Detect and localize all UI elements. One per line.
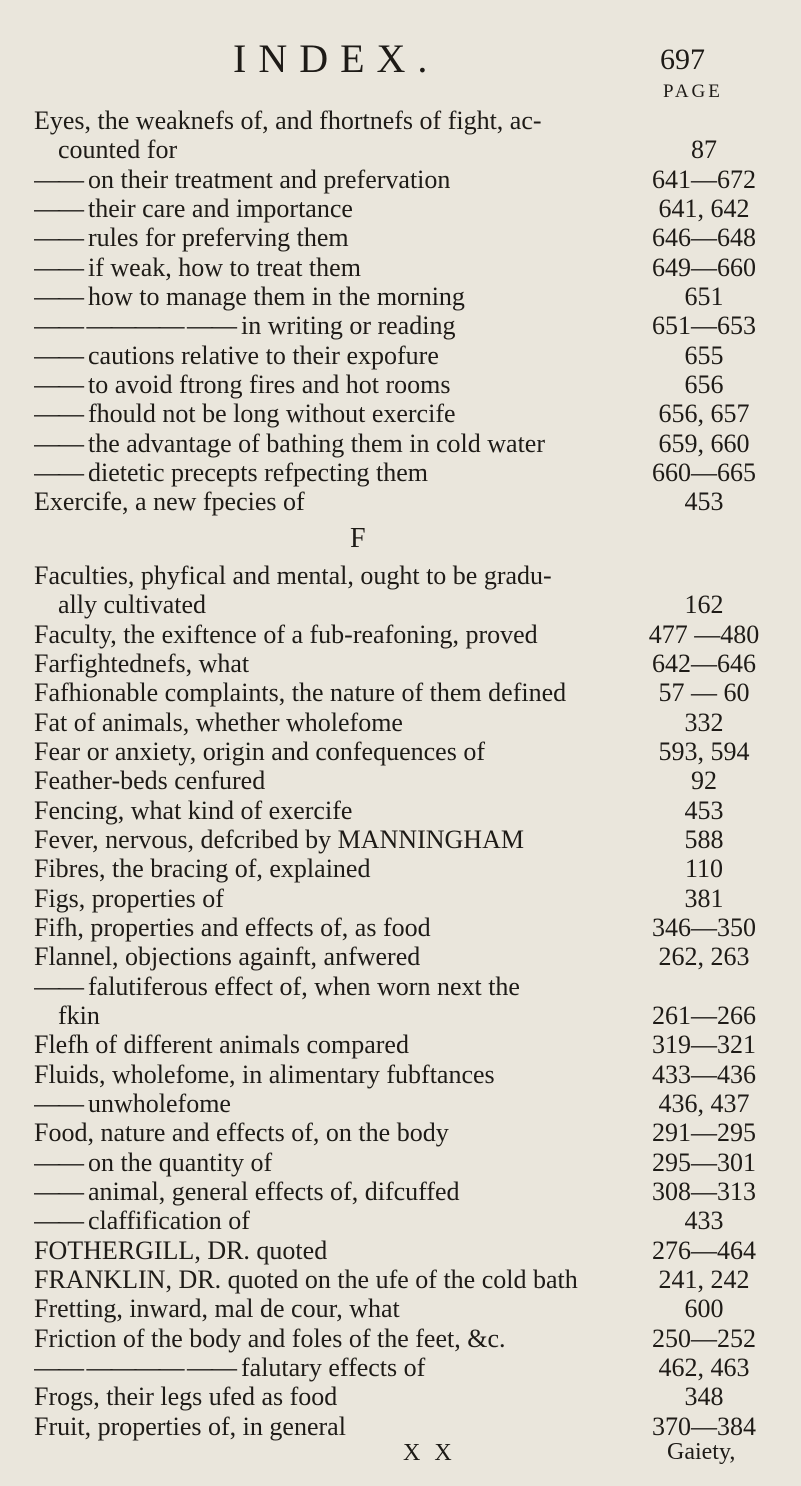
entry-text: fkin [58, 1000, 100, 1030]
entry-text: on their treatment and prefervation [88, 164, 451, 194]
index-entry [34, 311, 779, 340]
ditto-rule: —— [34, 428, 82, 458]
index-entry [34, 135, 779, 164]
entry-text: Frogs, their legs ufed as food [34, 1382, 338, 1412]
entry-term [34, 282, 629, 312]
entry-pages: 600 [684, 1294, 724, 1324]
entry-pages: 308—313 [652, 1177, 756, 1207]
index-entry [34, 590, 779, 619]
entry-term [34, 1412, 629, 1442]
index-entry [34, 620, 779, 649]
entry-term [34, 708, 629, 738]
ditto-rule: —— [34, 1177, 82, 1207]
index-entry [34, 1206, 779, 1235]
entry-term [34, 1382, 629, 1412]
entry-term [34, 590, 629, 620]
index-entry [34, 106, 779, 135]
entry-text: unwholefome [88, 1089, 231, 1118]
index-entry [34, 223, 779, 252]
index-entry [34, 1324, 779, 1353]
ditto-rule: —— [34, 340, 82, 370]
index-entry [34, 913, 779, 942]
entry-term [34, 737, 629, 767]
index-entry [34, 561, 779, 590]
entry-text: Feather-beds cenfured [34, 766, 266, 796]
entry-term [34, 1324, 629, 1354]
ditto-rule: —— [34, 458, 82, 488]
index-entry [34, 1089, 779, 1118]
entry-term [34, 1060, 629, 1090]
ditto-rule: —— [34, 1147, 82, 1177]
entry-text: FOTHERGILL, DR. quoted [34, 1235, 328, 1265]
index-entry [34, 1001, 779, 1030]
index-entry [34, 1060, 779, 1089]
entry-pages: 656 [684, 370, 724, 400]
entry-pages: 453 [684, 487, 724, 517]
index-entry [34, 341, 779, 370]
entry-text: Fretting, inward, mal de cour, what [34, 1294, 400, 1324]
entry-text: Figs, properties of [34, 883, 224, 913]
index-entry [34, 796, 779, 825]
entry-text: falutary effects of [241, 1353, 426, 1383]
entry-text: Faculties, phyfical and mental, ought to be gradu- [34, 560, 552, 590]
entry-term [34, 1206, 629, 1236]
entry-pages: 92 [691, 766, 717, 796]
entry-pages: 250—252 [652, 1323, 756, 1353]
entry-pages: 660—665 [652, 458, 756, 488]
entry-text: Fifh, properties and effects of, as food [34, 912, 431, 942]
index-entry [34, 972, 779, 1001]
entry-text: Eyes, the weaknefs of, and fhortnefs of fight, ac- [34, 106, 542, 135]
ditto-rule: —— ———— —— [34, 311, 235, 341]
ditto-rule: —— [34, 194, 82, 224]
index-entry [34, 1177, 779, 1206]
running-head [0, 34, 801, 84]
index-entry [34, 1294, 779, 1323]
entry-pages: 87 [691, 135, 717, 165]
index-entry [34, 458, 779, 487]
entry-text: Fencing, what kind of exercife [34, 795, 353, 825]
entry-term [34, 766, 629, 796]
entry-pages: 433—436 [652, 1059, 756, 1089]
entry-pages: 641, 642 [658, 194, 750, 224]
catchword: Gaiety, [667, 1439, 736, 1465]
entry-pages: 433 [684, 1206, 724, 1236]
entry-term [34, 678, 629, 708]
index-entry [34, 253, 779, 282]
page-column-label: PAGE [663, 81, 723, 102]
index-entry [34, 1118, 779, 1147]
index-entry [34, 282, 779, 311]
index-entry [34, 165, 779, 194]
entry-text: Exercife, a new fpecies of [34, 487, 305, 517]
entry-term [34, 620, 629, 650]
entry-text: ally cultivated [58, 590, 207, 620]
entry-pages: 477 —480 [648, 619, 760, 649]
entry-term [34, 1353, 629, 1383]
index-entry [34, 1353, 779, 1382]
entry-text: Fafhionable complaints, the nature of them defined [34, 678, 567, 708]
entry-text: Fluids, wholefome, in alimentary fubftances [34, 1059, 495, 1089]
section-letter-text: F [350, 522, 366, 554]
entry-term [34, 1236, 629, 1266]
entry-text: Fat of animals, whether wholefome [34, 707, 403, 737]
entry-text: to avoid ftrong fires and hot rooms [88, 370, 451, 400]
entry-pages: 651—653 [652, 311, 756, 341]
entry-text: the advantage of bathing them in cold water [88, 428, 546, 458]
index-entry [34, 1265, 779, 1294]
entry-text: in writing or reading [241, 311, 456, 341]
entry-term [34, 1001, 629, 1031]
entry-term [34, 487, 629, 517]
entry-text: Flannel, objections againft, anfwered [34, 942, 421, 972]
entry-pages: 646—648 [652, 223, 756, 253]
entry-text: Fibres, the bracing of, explained [34, 854, 371, 884]
entry-pages: 641—672 [652, 164, 756, 194]
entry-pages: 241, 242 [658, 1265, 750, 1295]
entry-term [34, 458, 629, 488]
entry-term [34, 1294, 629, 1324]
ditto-rule: —— [34, 1206, 82, 1236]
section-letter [34, 517, 779, 561]
entry-term [34, 972, 629, 1002]
entry-term [34, 165, 629, 195]
ditto-rule: —— ———— —— [34, 1353, 235, 1383]
entry-text: Fever, nervous, defcribed by MANNINGHAM [34, 824, 524, 854]
entry-term [34, 1030, 629, 1060]
ditto-rule: —— [34, 252, 82, 282]
entry-text: Food, nature and effects of, on the body [34, 1118, 449, 1148]
entry-pages: 262, 263 [658, 942, 750, 972]
entry-term [34, 194, 629, 224]
index-entry [34, 825, 779, 854]
index-entry [34, 708, 779, 737]
entry-text: cautions relative to their expofure [88, 340, 439, 370]
entry-pages: 651 [684, 282, 724, 312]
entry-text: Faculty, the exiftence of a fub-reafoning, proved [34, 619, 538, 649]
entry-text: rules for preferving them [88, 223, 349, 253]
entry-pages: 57 — 60 [658, 678, 750, 708]
entry-text: falutiferous effect of, when worn next the [88, 971, 520, 1001]
entry-term [34, 429, 629, 459]
entry-text: if weak, how to treat them [88, 252, 361, 282]
entry-pages: 319—321 [652, 1030, 756, 1060]
entry-text: Friction of the body and foles of the feet, &c. [34, 1323, 506, 1353]
entry-term [34, 561, 629, 591]
entry-pages: 295—301 [652, 1147, 756, 1177]
entry-term [34, 1118, 629, 1148]
signature-mark: X X [403, 1440, 456, 1466]
entry-term [34, 942, 629, 972]
entry-term [34, 399, 629, 429]
entry-text: Fear or anxiety, origin and confequences of [34, 736, 485, 766]
entry-pages: 655 [684, 340, 724, 370]
index-entry [34, 370, 779, 399]
entry-text: their care and importance [88, 194, 353, 224]
index-entry [34, 487, 779, 516]
entry-term [34, 106, 629, 136]
index-entry [34, 194, 779, 223]
entry-pages: 110 [684, 854, 724, 884]
entry-term [34, 1148, 629, 1178]
entry-pages: 332 [684, 707, 724, 737]
index-entry [34, 399, 779, 428]
entry-term [34, 825, 629, 855]
entry-pages: 453 [684, 795, 724, 825]
entry-pages: 346—350 [652, 912, 756, 942]
entry-term [34, 135, 629, 165]
entry-text: dietetic precepts refpecting them [88, 458, 429, 488]
entry-pages: 462, 463 [658, 1353, 750, 1383]
entry-pages: 276—464 [652, 1235, 756, 1265]
entry-pages: 370—384 [652, 1411, 756, 1441]
ditto-rule: —— [34, 223, 82, 253]
entry-pages: 642—646 [652, 648, 756, 678]
entry-text: fhould not be long without exercife [88, 399, 456, 429]
entry-text: Farfightednefs, what [34, 648, 250, 678]
entry-term [34, 370, 629, 400]
index-entries [34, 106, 779, 1441]
entry-text: on the quantity of [88, 1147, 273, 1177]
index-entry [34, 942, 779, 971]
index-entry [34, 429, 779, 458]
index-entry [34, 649, 779, 678]
entry-term [34, 796, 629, 826]
entry-pages: 593, 594 [658, 736, 750, 766]
entry-pages: 659, 660 [658, 428, 750, 458]
entry-text: Fruit, properties of, in general [34, 1411, 346, 1441]
index-entry [34, 884, 779, 913]
index-entry [34, 737, 779, 766]
page-title: INDEX. [233, 36, 440, 81]
entry-pages: 588 [684, 824, 724, 854]
entry-pages: 436, 437 [658, 1089, 750, 1118]
entry-pages: 656, 657 [658, 399, 750, 429]
entry-pages: 649—660 [652, 252, 756, 282]
index-entry [34, 766, 779, 795]
ditto-rule: —— [34, 971, 82, 1001]
entry-pages: 348 [684, 1382, 724, 1412]
entry-term [34, 311, 629, 341]
entry-term [34, 854, 629, 884]
index-entry [34, 678, 779, 707]
ditto-rule: —— [34, 1089, 82, 1118]
index-entry [34, 1030, 779, 1059]
ditto-rule: —— [34, 370, 82, 400]
entry-pages: 381 [684, 883, 724, 913]
ditto-rule: —— [34, 282, 82, 312]
index-entry [34, 1148, 779, 1177]
entry-pages: 162 [684, 590, 724, 620]
entry-term [34, 1089, 629, 1119]
entry-text: how to manage them in the morning [88, 282, 465, 312]
entry-pages: 261—266 [652, 1000, 756, 1030]
page-number: 697 [660, 43, 705, 76]
ditto-rule: —— [34, 164, 82, 194]
entry-term [34, 913, 629, 943]
ditto-rule: —— [34, 399, 82, 429]
entry-text: animal, general effects of, difcuffed [88, 1177, 460, 1207]
entry-term [34, 1265, 629, 1295]
entry-text: claffification of [88, 1206, 250, 1236]
index-entry [34, 1382, 779, 1411]
entry-term [34, 253, 629, 283]
entry-term [34, 884, 629, 914]
entry-term [34, 649, 629, 679]
entry-pages: 291—295 [652, 1118, 756, 1148]
entry-term [34, 223, 629, 253]
index-entry [34, 1236, 779, 1265]
entry-text: Flefh of different animals compared [34, 1030, 409, 1060]
entry-text: FRANKLIN, DR. quoted on the ufe of the cold bath [34, 1265, 578, 1295]
entry-term [34, 1177, 629, 1207]
entry-text: counted for [58, 135, 178, 165]
index-entry [34, 854, 779, 883]
entry-term [34, 341, 629, 371]
